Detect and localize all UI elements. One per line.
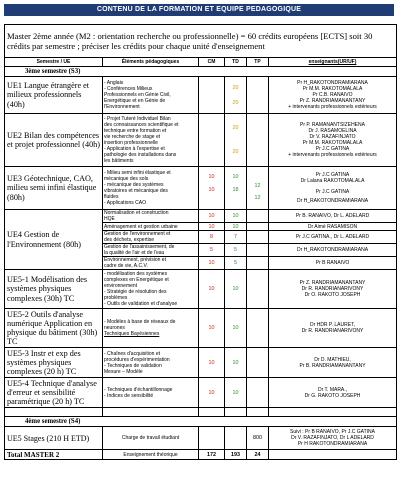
ue4-element-line: des déchets, expertise [104,237,155,243]
ue4-td: 10 [225,223,247,231]
ue52-teachers [269,309,397,348]
ue53-tp [247,348,269,378]
ue3-cm [199,167,225,210]
ue54-teachers [269,378,397,408]
ue1-teacher: Pr C.B. RANAIVO [312,92,353,98]
stage-elements [103,427,199,450]
ue2-element-line: pathologie des installations dans [104,152,177,158]
ue51-td: 10 [225,270,247,309]
total-cm: 172 [199,450,225,460]
ue53-td: 10 [225,348,247,378]
ue4-tp [247,210,269,223]
ue3-element-line: - Milieu semi infini élastique et [104,170,171,176]
ue4-teacher: Pr J.C GATINA., Dr L. ADELARD [269,231,397,244]
ue3-element-line: vibratoires et mécanique des [104,188,168,194]
ue53-name: UE5-3 Instr et exp des systèmes physiques complexes (20 h) TC [5,348,103,378]
ue53-elements [103,348,199,378]
ue3-element-line: mécanique des sols [104,176,149,182]
formation-table [4,24,397,460]
ue54-teacher: Dr T. MARA., [317,386,348,393]
ue2-teachers [269,114,397,167]
ue2-element-line: des connaissances scientifique et [104,122,179,128]
ue3-td-2: 18 [232,187,239,193]
ue4-element-line: Gestion de l'environnement et [104,231,171,237]
ue3-tp-2: 12 [254,182,261,189]
ue53-element-line: Mesure – Modèle [104,368,143,375]
ue53-element-line: procédures d'expérimentation [104,356,170,363]
ue3-td-1: 10 [232,174,239,180]
ue4-tp [247,257,269,270]
ue54-row [5,378,397,408]
ue4-element [103,223,199,231]
ue4-td: 5 [225,257,247,270]
header-semestre-ue: Semestre / UE [5,58,103,67]
ue2-element-line: vie recherche de stage et [104,134,161,140]
ue51-element-line: complexes en Energétique et [104,277,169,283]
ue53-row [5,348,397,378]
ue51-teacher: Dr O. RAKOTO JOSEPH [304,292,361,298]
ue4-cm: 10 [199,257,225,270]
ue4-element [103,257,199,270]
ue4-td: 5 [225,244,247,257]
ue4-row [5,210,397,223]
ue1-teacher: Pr M.M. RAKOTOMALALA [302,86,363,92]
ue54-element-line: - Indices de sensibilité [104,392,154,399]
ue52-name: UE5-2 Outils d'analyse numérique Application en physique du bâtiment (30h) TC [5,309,103,348]
ue1-teachers [269,77,397,114]
ue51-cm: 10 [199,270,225,309]
ue4-element-line: Aménagement et gestion urbaine [104,223,178,230]
ue3-row [5,167,397,210]
spacer-row [5,408,397,417]
ue2-row [5,114,397,167]
header-row [5,58,397,67]
ue4-td: 10 [225,210,247,223]
ue4-teacher: Dr Aimé RASAMISON [269,223,397,231]
ue4-element [103,244,199,257]
ue3-cm-1: 10 [208,174,215,180]
ue1-tp [247,77,269,114]
ue1-row [5,77,397,114]
ue3-teacher: Pr J.C GATINA [315,172,350,178]
ue3-name: UE3 Géotechnique, CAO, milieu semi infini élastique (80h) [5,167,103,210]
ue4-tp [247,223,269,231]
ue3-teachers [269,167,397,210]
ue1-cm [199,77,225,114]
total-row [5,450,397,460]
ue4-element-line: Environnement, prévision et [104,257,166,263]
ue2-element-line: - Projet Tuteré Individuel Bilan [104,116,171,122]
ue2-cm [199,114,225,167]
ue53-cm: 10 [199,348,225,378]
ue3-tp [247,167,269,210]
ue4-td: 7 [225,231,247,244]
ue3-tp-3: 12 [254,194,261,201]
ue51-name: UE5-1 Modélisation des systèmes physiques complexes (30h) TC [5,270,103,309]
ue4-teacher: Dr H_RAKOTONDRAMIARANA [269,244,397,257]
ue52-td: 10 [225,309,247,348]
ue1-element-line: - Anglais [104,80,124,86]
semester-3-row [5,67,397,77]
banner-title: CONTENU DE LA FORMATION ET EQUIPE PEDAGOGIQUE [4,4,394,16]
ue2-element-line: insertion professionnelle [104,140,158,146]
ue2-element-line: les bâtiments [104,158,134,164]
ue2-teacher: Dr V. RAZAFINJATO [309,134,356,140]
ue4-name: UE4 Gestion de l'Environnement (80h) [5,210,103,270]
ue53-teacher: Dr D. MATHIEU, [314,356,351,363]
document-page [1,1,399,494]
intro-text: Master 2ème année (M2 : orientation recherche ou professionnelle) = 60 crédits européens [ECTS] soit 30 crédits par semestre ; préciser les crédits pour chaque unité d'enseignement [5,25,397,58]
ue4-cm: 8 [199,231,225,244]
ue1-element-line: l'Environnement [104,104,140,110]
stage-tp: 800 [247,427,269,450]
ue2-name: UE2 Bilan des compétences et projet professionnel (40h) [5,114,103,167]
ue1-teacher: Pr H_RAKOTONDRAMIARANA [297,80,368,86]
ue51-row [5,270,397,309]
total-label: Total MASTER 2 [5,450,103,460]
ue2-teacher: + intervenants professionnels extérieurs [288,152,377,158]
header-elements: Éléments pédagogiques [103,58,199,67]
ue1-td-1: 20 [232,84,239,91]
ue51-element-line: environnement [104,283,138,289]
stage-teachers [269,427,397,450]
ue1-element-line: Professionnels en Génie Civil, [104,92,171,98]
ue51-element-line: - modélisation des systèmes [104,271,168,277]
ue1-td [225,77,247,114]
stage-elements-text: Charge de travail étudiant [121,435,180,441]
ue4-element-line: cadre de vie, A.C.V. [104,263,148,269]
ue52-row [5,309,397,348]
ue4-teacher: Pr B RANAIVO [269,257,397,270]
ue1-teacher: Pr Z. RANDRIAMANANTANY [299,98,366,104]
ue54-elements [103,378,199,408]
ue51-elements [103,270,199,309]
intro-row [5,25,397,58]
ue53-element-line: - Chaînes d'acquisition et [104,350,160,357]
ue2-td-2: 20 [232,149,239,155]
ue3-teacher: Dr Lalana RAKOTOMALALA [300,178,365,184]
total-td: 193 [225,450,247,460]
ue3-td [225,167,247,210]
ue1-teacher: + intervenants professionnels extérieurs [288,104,377,110]
ue52-elements [103,309,199,348]
header-cm: CM [199,58,225,67]
ue4-element [103,231,199,244]
ue54-element-line: - Techniques d'échantillonnage [104,386,173,393]
ue3-element-line: fluides [104,194,119,200]
ue2-teacher: Pr M.M. RAKOTOMALALA [302,140,363,146]
ue54-name: UE5-4 Technique d'analyse d'erreur et sensibilité paramétrique (20 h) TC [5,378,103,408]
ue1-name: UE1 Langue étrangère et milieux professionnels (40h) [5,77,103,114]
ue3-element-line: - mécanique des systèmes [104,182,164,188]
ue54-cm: 10 [199,378,225,408]
ue52-tp [247,309,269,348]
total-teachers [269,450,397,460]
ue2-teacher: Pr J.C GATINA [315,146,350,152]
semester-3-label: 3ème semestre (S3) [5,67,397,77]
ue3-elements [103,167,199,210]
total-elements: Enseignement théorique [103,450,199,460]
stage-teacher: Dr V. RAZAFINJATO, Dr L ADELARD [291,435,374,441]
ue4-tp [247,231,269,244]
ue51-tp [247,270,269,309]
ue51-teacher: Pr Z. RANDRIAMANANTANY [299,280,366,286]
total-tp: 24 [247,450,269,460]
header-tp: TP [247,58,269,67]
ue4-cm: 5 [199,244,225,257]
ue4-element-line: Normalisation et construction [104,210,169,216]
ue54-teacher: Dr G. RAKOTO JOSEPH [304,392,361,399]
ue51-element-line: - Stratégie de résolution des [104,289,167,295]
ue1-td-2: 20 [232,99,239,106]
stage-cm [199,427,225,450]
ue2-element-line: - Application à l'expertise et [104,146,165,152]
ue2-td [225,114,247,167]
ue1-elements [103,77,199,114]
ue53-element-line: - Techniques de validation [104,362,162,369]
stage-row [5,427,397,450]
semester-4-row [5,417,397,427]
ue2-td-1: 20 [232,125,239,131]
ue54-tp [247,378,269,408]
ue52-cm: 10 [199,309,225,348]
ue3-element-line: - Applications CAO [104,200,146,206]
stage-teacher: Pr H RAKOTONDRAMIARANA [297,441,368,447]
ue51-teacher: Dr R. RANDRIANARIVONY [301,286,364,292]
ue2-teacher: Dr J. RASAMOELINA [308,128,357,134]
ue52-teacher: Dr R. RANDRIANARIVONY [301,328,364,334]
header-td: TD [225,58,247,67]
ue4-element-line: HQE [104,216,115,222]
ue51-element-line: - Outils de validation et d'analyse [104,301,178,307]
ue2-element-line: technique entre formation et [104,128,167,134]
stage-teacher: Suivi : Pr B RANAIVO, Pr J.C GATINA [290,429,375,435]
ue52-element-line: neurones [104,325,125,331]
ue53-teacher: Pr B. RANDRIAMANANTANY [299,362,366,369]
ue54-td: 10 [225,378,247,408]
ue1-element-line: Energétique et en Génie de [104,98,166,104]
ue4-cm: 10 [199,223,225,231]
ue3-teacher: Pr J.C GATINA [315,189,350,195]
header-enseignants: enseignants(UR/UF) [269,58,397,67]
stage-name: UE5 Stages (210 H ETD) [5,427,103,450]
ue52-element-line: Techniques Bayésiennes [104,331,160,337]
ue4-element [103,210,199,223]
ue2-elements [103,114,199,167]
ue1-element-line: - Conférences Milieux [104,86,153,92]
ue3-cm-2: 10 [208,187,215,193]
ue4-teacher: Pr B. RANAIVO, Dr L. ADELARD [269,210,397,223]
ue51-teachers [269,270,397,309]
ue51-element-line: problèmes [104,295,128,301]
ue2-tp [247,114,269,167]
ue4-tp [247,244,269,257]
ue2-teacher: Pr P. RAMANANTSIZEHENA [300,122,365,128]
ue52-element-line: - Modèles à base de réseaux de [104,319,176,325]
ue4-element-line: Gestion de l'assainissement, de [104,244,175,250]
ue52-teacher: Dr HDR P. LAURET, [310,322,355,328]
ue4-element-line: la qualité de l'air et de l'eau [104,250,165,256]
semester-4-label: 4ème semestre (S4) [5,417,397,427]
ue53-teachers [269,348,397,378]
ue3-teacher: Dr H_RAKOTONDRAMIARANA [297,198,369,204]
ue4-cm: 10 [199,210,225,223]
stage-td [225,427,247,450]
